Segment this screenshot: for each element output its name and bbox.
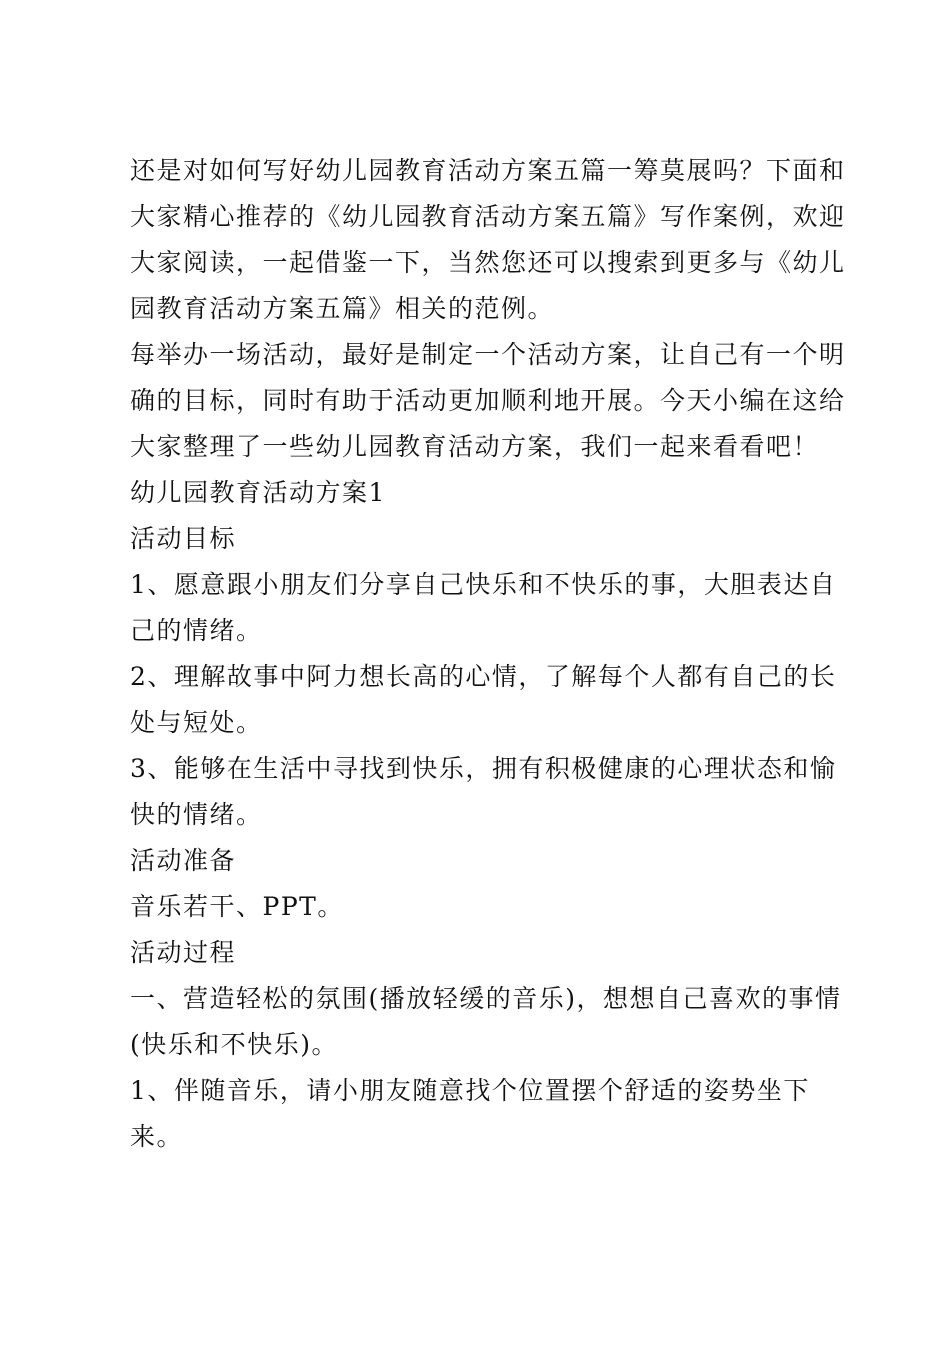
goal-heading [130,516,830,562]
process-step-1-1 [130,1068,830,1160]
text-line: 己的情绪。 [130,616,263,645]
heading-line: 活动目标 [130,524,237,553]
text-line: 1、愿意跟小朋友们分享自己快乐和不快乐的事，大胆表达自 [130,570,837,599]
text-line: (快乐和不快乐)。 [130,1030,339,1059]
text-line: 大家精心推荐的《幼儿园教育活动方案五篇》写作案例，欢迎 [130,202,846,231]
prep-items [130,884,830,930]
intro-paragraph [130,148,846,332]
goal-item-3 [130,746,837,838]
goal-item-1 [130,562,837,654]
text-line: 大家整理了一些幼儿园教育活动方案，我们一起来看看吧！ [130,432,820,461]
lead-paragraph [130,332,846,470]
text-line: 每举办一场活动，最好是制定一个活动方案，让自己有一个明 [130,340,846,369]
goal-item-2 [130,654,837,746]
text-line: 快的情绪。 [130,800,263,829]
heading-line: 活动过程 [130,938,237,967]
heading-line: 活动准备 [130,846,237,875]
plan-title [130,470,830,516]
text-line: 一、营造轻松的氛围(播放轻缓的音乐)，想想自己喜欢的事情 [130,984,842,1013]
text-line: 大家阅读，一起借鉴一下，当然您还可以搜索到更多与《幼儿 [130,248,846,277]
document-body [130,148,846,1160]
heading-line: 幼儿园教育活动方案1 [130,478,386,507]
text-line: 3、能够在生活中寻找到快乐，拥有积极健康的心理状态和愉 [130,754,837,783]
process-heading [130,930,830,976]
text-line: 确的目标，同时有助于活动更加顺利地开展。今天小编在这给 [130,386,846,415]
text-line: 来。 [130,1122,184,1151]
text-line: 1、伴随音乐，请小朋友随意找个位置摆个舒适的姿势坐下 [130,1076,810,1105]
prep-heading [130,838,830,884]
text-line: 还是对如何写好幼儿园教育活动方案五篇一筹莫展吗？下面和 [130,156,846,185]
text-line: 园教育活动方案五篇》相关的范例。 [130,294,555,323]
text-line: 2、理解故事中阿力想长高的心情，了解每个人都有自己的长 [130,662,837,691]
text-line: 处与短处。 [130,708,263,737]
process-step-1 [130,976,842,1068]
text-line: 音乐若干、PPT。 [130,892,344,921]
